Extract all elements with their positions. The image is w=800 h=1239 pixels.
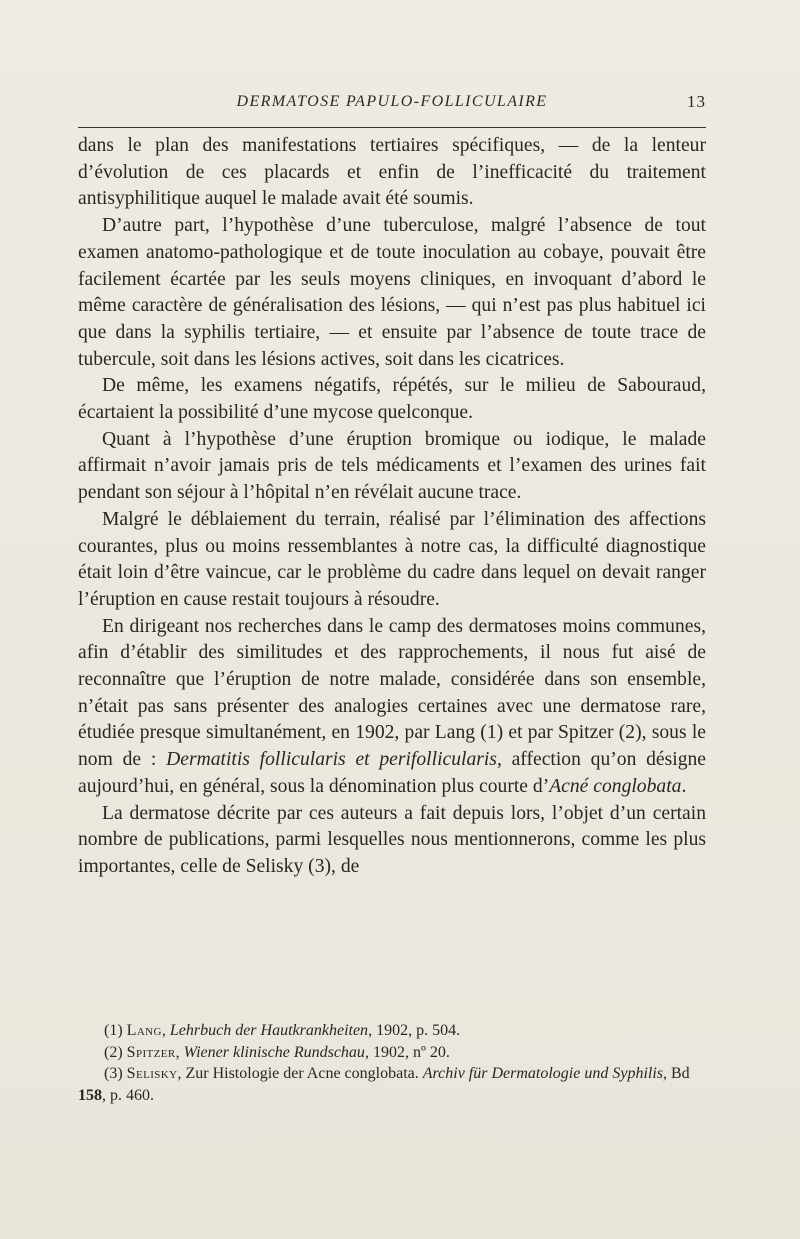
footnote-author: Selisky [126, 1065, 178, 1082]
footnote-marker: (2) [104, 1043, 127, 1061]
footnote-marker: (3) [104, 1065, 127, 1082]
paragraph-6-text-b: , affection qu’on désigne aujourd’hui, en général, sous la dénomination plus courte d’ [78, 749, 706, 797]
paragraph-6-text-c: . [681, 775, 687, 797]
footnote-1 [78, 1020, 706, 1042]
paragraph-2: D’autre part, l’hypothèse d’une tuberculose, malgré l’absence de tout examen anatomo-pathologique et de toute inoculation au cobaye, pouvait être facilement écartée par les seuls moyens cliniques, en invoquant d’abord le même caractère de généralisation des lésions, — qui n’est pas plus habituel ici que dans la syphilis tertiaire, — et ensuite par l’absence de toute trace de tubercule, soit dans les lésions actives, soit dans les cicatrices. [78, 215, 706, 370]
footnote-author: Spitzer [126, 1043, 176, 1061]
page-number: 13 [687, 92, 706, 111]
italic-term-acne: Acné conglobata [549, 775, 682, 797]
body-text [78, 133, 706, 881]
header-rule [78, 127, 706, 128]
footnote-separator: , [161, 1022, 170, 1039]
footnote-title: Wiener klinische Rundschau [183, 1043, 365, 1061]
italic-term-dermatitis: Dermatitis follicularis et perifollicularis [166, 749, 497, 771]
paragraph-5: Malgré le déblaiement du terrain, réalisé par l’élimination des affections courantes, plus ou moins ressemblantes à notre cas, la difficulté diagnostique était loin d’être vaincue, car le problème du cadre dans lequel on devait ranger l’éruption en cause restait toujours à résoudre. [78, 508, 706, 610]
running-head [78, 90, 706, 114]
footnote-title: Archiv für Dermatologie und Syphilis [422, 1065, 663, 1082]
footnote-reference: , 1902, nº 20. [364, 1043, 450, 1061]
footnote-reference: , Bd [663, 1065, 690, 1082]
footnote-separator: , Zur Histologie der Acne conglobata. [177, 1065, 423, 1082]
paragraph-4: Quant à l’hypothèse d’une éruption bromique ou iodique, le malade affirmait n’avoir jamais pris de tels médicaments et l’examen des urines fait pendant son séjour à l’hôpital n’en révélait aucune trace. [78, 428, 706, 504]
footnote-volume: 158 [78, 1086, 102, 1104]
running-title: DERMATOSE PAPULO-FOLLICULAIRE [236, 93, 548, 110]
paragraph-6 [78, 614, 706, 801]
footnote-reference: , p. 460. [102, 1086, 154, 1104]
paragraph-7: La dermatose décrite par ces auteurs a fait depuis lors, l’objet d’un certain nombre de publications, parmi lesquelles nous mentionnerons, comme les plus importantes, celle de Selisky (3), de [78, 802, 706, 877]
footnote-author: Lang [126, 1022, 162, 1039]
footnote-separator: , [175, 1043, 184, 1061]
paragraph-3: De même, les examens négatifs, répétés, sur le milieu de Sabouraud, écartaient la possibilité d’une mycose quelconque. [78, 375, 706, 424]
paragraph-1: dans le plan des manifestations tertiaires spécifiques, — de la lenteur d’évolution de ces placards et enfin de l’inefficacité du traitement antisyphilitique auquel le malade avait été soumis. [78, 135, 706, 210]
footnote-reference: , 1902, p. 504. [368, 1022, 461, 1039]
footnote-2 [78, 1042, 706, 1064]
paragraph-6-text-a: En dirigeant nos recherches dans le camp des dermatoses moins communes, afin d’établir des similitudes et des rapprochements, il nous fut aisé de reconnaître que l’éruption de notre malade, considérée dans son ensemble, n’était pas sans présenter des analogies certaines avec une dermatose rare, étudiée presque simultanément, en 1902, par Lang (1) et par Spitzer (2), sous le nom de : [78, 615, 706, 771]
footnote-title: Lehrbuch der Hautkrankheiten [169, 1022, 369, 1039]
footnote-3 [78, 1063, 706, 1106]
footnote-marker: (1) [104, 1022, 127, 1039]
footnotes [78, 1020, 706, 1106]
